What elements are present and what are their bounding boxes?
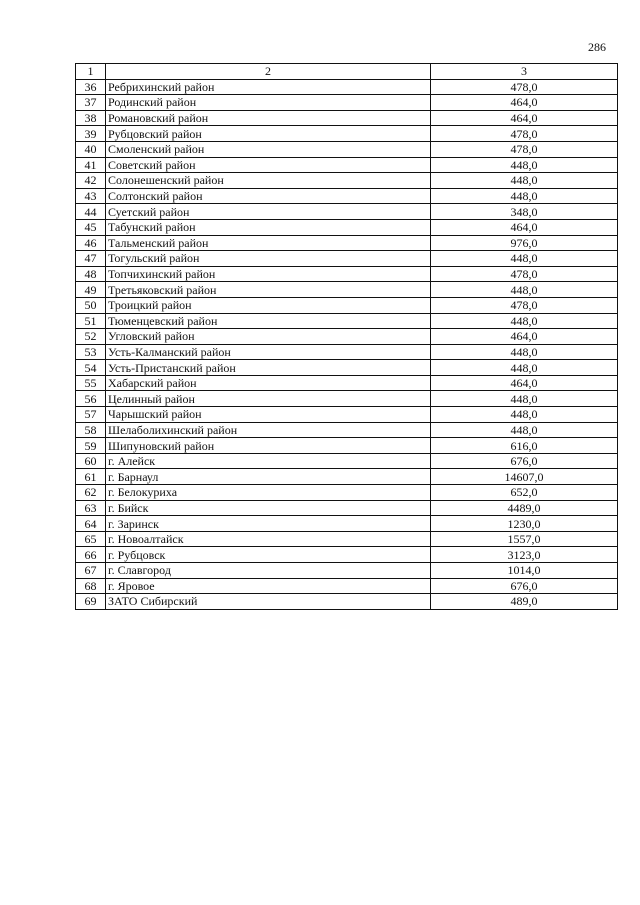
table-row (76, 313, 618, 329)
data-table (75, 63, 618, 610)
table-row (76, 375, 618, 391)
header-cell-col3: 3 (431, 64, 618, 80)
row-number-cell: 60 (76, 453, 106, 469)
district-name-cell: Родинский район (106, 95, 431, 111)
row-number-cell: 59 (76, 438, 106, 454)
table-row (76, 79, 618, 95)
value-cell: 478,0 (431, 126, 618, 142)
value-cell: 478,0 (431, 141, 618, 157)
table-row (76, 578, 618, 594)
table-row (76, 485, 618, 501)
district-name-cell: Шипуновский район (106, 438, 431, 454)
table-row (76, 422, 618, 438)
row-number-cell: 66 (76, 547, 106, 563)
value-cell: 348,0 (431, 204, 618, 220)
row-number-cell: 63 (76, 500, 106, 516)
table-row (76, 297, 618, 313)
value-cell: 478,0 (431, 266, 618, 282)
table-row (76, 547, 618, 563)
table-row (76, 219, 618, 235)
district-name-cell: г. Новоалтайск (106, 531, 431, 547)
value-cell: 464,0 (431, 110, 618, 126)
district-name-cell: Чарышский район (106, 407, 431, 423)
header-cell-col1: 1 (76, 64, 106, 80)
table-body (76, 64, 618, 610)
row-number-cell: 68 (76, 578, 106, 594)
table-row (76, 531, 618, 547)
table-row (76, 500, 618, 516)
row-number-cell: 39 (76, 126, 106, 142)
value-cell: 448,0 (431, 391, 618, 407)
table-row (76, 95, 618, 111)
district-name-cell: Советский район (106, 157, 431, 173)
value-cell: 448,0 (431, 157, 618, 173)
value-cell: 448,0 (431, 360, 618, 376)
value-cell: 448,0 (431, 282, 618, 298)
district-name-cell: г. Барнаул (106, 469, 431, 485)
district-name-cell: Тальменский район (106, 235, 431, 251)
row-number-cell: 69 (76, 594, 106, 610)
district-name-cell: Хабарский район (106, 375, 431, 391)
district-name-cell: Смоленский район (106, 141, 431, 157)
district-name-cell: г. Алейск (106, 453, 431, 469)
district-name-cell: Топчихинский район (106, 266, 431, 282)
table-row (76, 282, 618, 298)
value-cell: 448,0 (431, 173, 618, 189)
row-number-cell: 42 (76, 173, 106, 189)
table-row (76, 251, 618, 267)
value-cell: 1557,0 (431, 531, 618, 547)
value-cell: 464,0 (431, 219, 618, 235)
district-name-cell: Суетский район (106, 204, 431, 220)
row-number-cell: 58 (76, 422, 106, 438)
row-number-cell: 54 (76, 360, 106, 376)
row-number-cell: 41 (76, 157, 106, 173)
row-number-cell: 64 (76, 516, 106, 532)
row-number-cell: 49 (76, 282, 106, 298)
table-row (76, 110, 618, 126)
district-name-cell: Ребрихинский район (106, 79, 431, 95)
value-cell: 478,0 (431, 79, 618, 95)
table-header-row (76, 64, 618, 80)
district-name-cell: Солтонский район (106, 188, 431, 204)
district-name-cell: Троицкий район (106, 297, 431, 313)
district-name-cell: Тюменцевский район (106, 313, 431, 329)
district-name-cell: г. Рубцовск (106, 547, 431, 563)
value-cell: 464,0 (431, 375, 618, 391)
row-number-cell: 40 (76, 141, 106, 157)
district-name-cell: Тогульский район (106, 251, 431, 267)
row-number-cell: 50 (76, 297, 106, 313)
row-number-cell: 38 (76, 110, 106, 126)
row-number-cell: 52 (76, 329, 106, 345)
row-number-cell: 61 (76, 469, 106, 485)
district-name-cell: г. Яровое (106, 578, 431, 594)
row-number-cell: 56 (76, 391, 106, 407)
table-row (76, 438, 618, 454)
table-row (76, 329, 618, 345)
row-number-cell: 53 (76, 344, 106, 360)
table-row (76, 235, 618, 251)
value-cell: 448,0 (431, 251, 618, 267)
row-number-cell: 45 (76, 219, 106, 235)
value-cell: 652,0 (431, 485, 618, 501)
table-row (76, 173, 618, 189)
row-number-cell: 36 (76, 79, 106, 95)
table-row (76, 563, 618, 579)
value-cell: 464,0 (431, 329, 618, 345)
row-number-cell: 51 (76, 313, 106, 329)
row-number-cell: 44 (76, 204, 106, 220)
district-name-cell: Усть-Пристанский район (106, 360, 431, 376)
value-cell: 448,0 (431, 313, 618, 329)
table-row (76, 157, 618, 173)
row-number-cell: 37 (76, 95, 106, 111)
district-name-cell: Усть-Калманский район (106, 344, 431, 360)
table-row (76, 391, 618, 407)
district-name-cell: г. Заринск (106, 516, 431, 532)
table-row (76, 126, 618, 142)
row-number-cell: 43 (76, 188, 106, 204)
table-row (76, 516, 618, 532)
table-row (76, 204, 618, 220)
value-cell: 1014,0 (431, 563, 618, 579)
value-cell: 478,0 (431, 297, 618, 313)
value-cell: 676,0 (431, 578, 618, 594)
table-row (76, 344, 618, 360)
value-cell: 4489,0 (431, 500, 618, 516)
value-cell: 3123,0 (431, 547, 618, 563)
value-cell: 448,0 (431, 407, 618, 423)
table-row (76, 188, 618, 204)
district-name-cell: Третьяковский район (106, 282, 431, 298)
value-cell: 616,0 (431, 438, 618, 454)
district-name-cell: Солонешенский район (106, 173, 431, 189)
header-cell-col2: 2 (106, 64, 431, 80)
value-cell: 448,0 (431, 344, 618, 360)
table-row (76, 266, 618, 282)
district-name-cell: Табунский район (106, 219, 431, 235)
district-name-cell: ЗАТО Сибирский (106, 594, 431, 610)
row-number-cell: 62 (76, 485, 106, 501)
value-cell: 976,0 (431, 235, 618, 251)
row-number-cell: 46 (76, 235, 106, 251)
table-row (76, 360, 618, 376)
district-name-cell: Шелаболихинский район (106, 422, 431, 438)
district-name-cell: Целинный район (106, 391, 431, 407)
table-row (76, 407, 618, 423)
district-name-cell: г. Бийск (106, 500, 431, 516)
district-name-cell: г. Славгород (106, 563, 431, 579)
table-row (76, 594, 618, 610)
value-cell: 448,0 (431, 422, 618, 438)
row-number-cell: 48 (76, 266, 106, 282)
district-name-cell: г. Белокуриха (106, 485, 431, 501)
table-row (76, 469, 618, 485)
page-number: 286 (588, 40, 606, 54)
value-cell: 489,0 (431, 594, 618, 610)
row-number-cell: 47 (76, 251, 106, 267)
row-number-cell: 65 (76, 531, 106, 547)
value-cell: 464,0 (431, 95, 618, 111)
row-number-cell: 57 (76, 407, 106, 423)
district-name-cell: Рубцовский район (106, 126, 431, 142)
row-number-cell: 67 (76, 563, 106, 579)
row-number-cell: 55 (76, 375, 106, 391)
value-cell: 1230,0 (431, 516, 618, 532)
table-row (76, 141, 618, 157)
value-cell: 448,0 (431, 188, 618, 204)
district-name-cell: Романовский район (106, 110, 431, 126)
value-cell: 14607,0 (431, 469, 618, 485)
value-cell: 676,0 (431, 453, 618, 469)
table-row (76, 453, 618, 469)
district-name-cell: Угловский район (106, 329, 431, 345)
